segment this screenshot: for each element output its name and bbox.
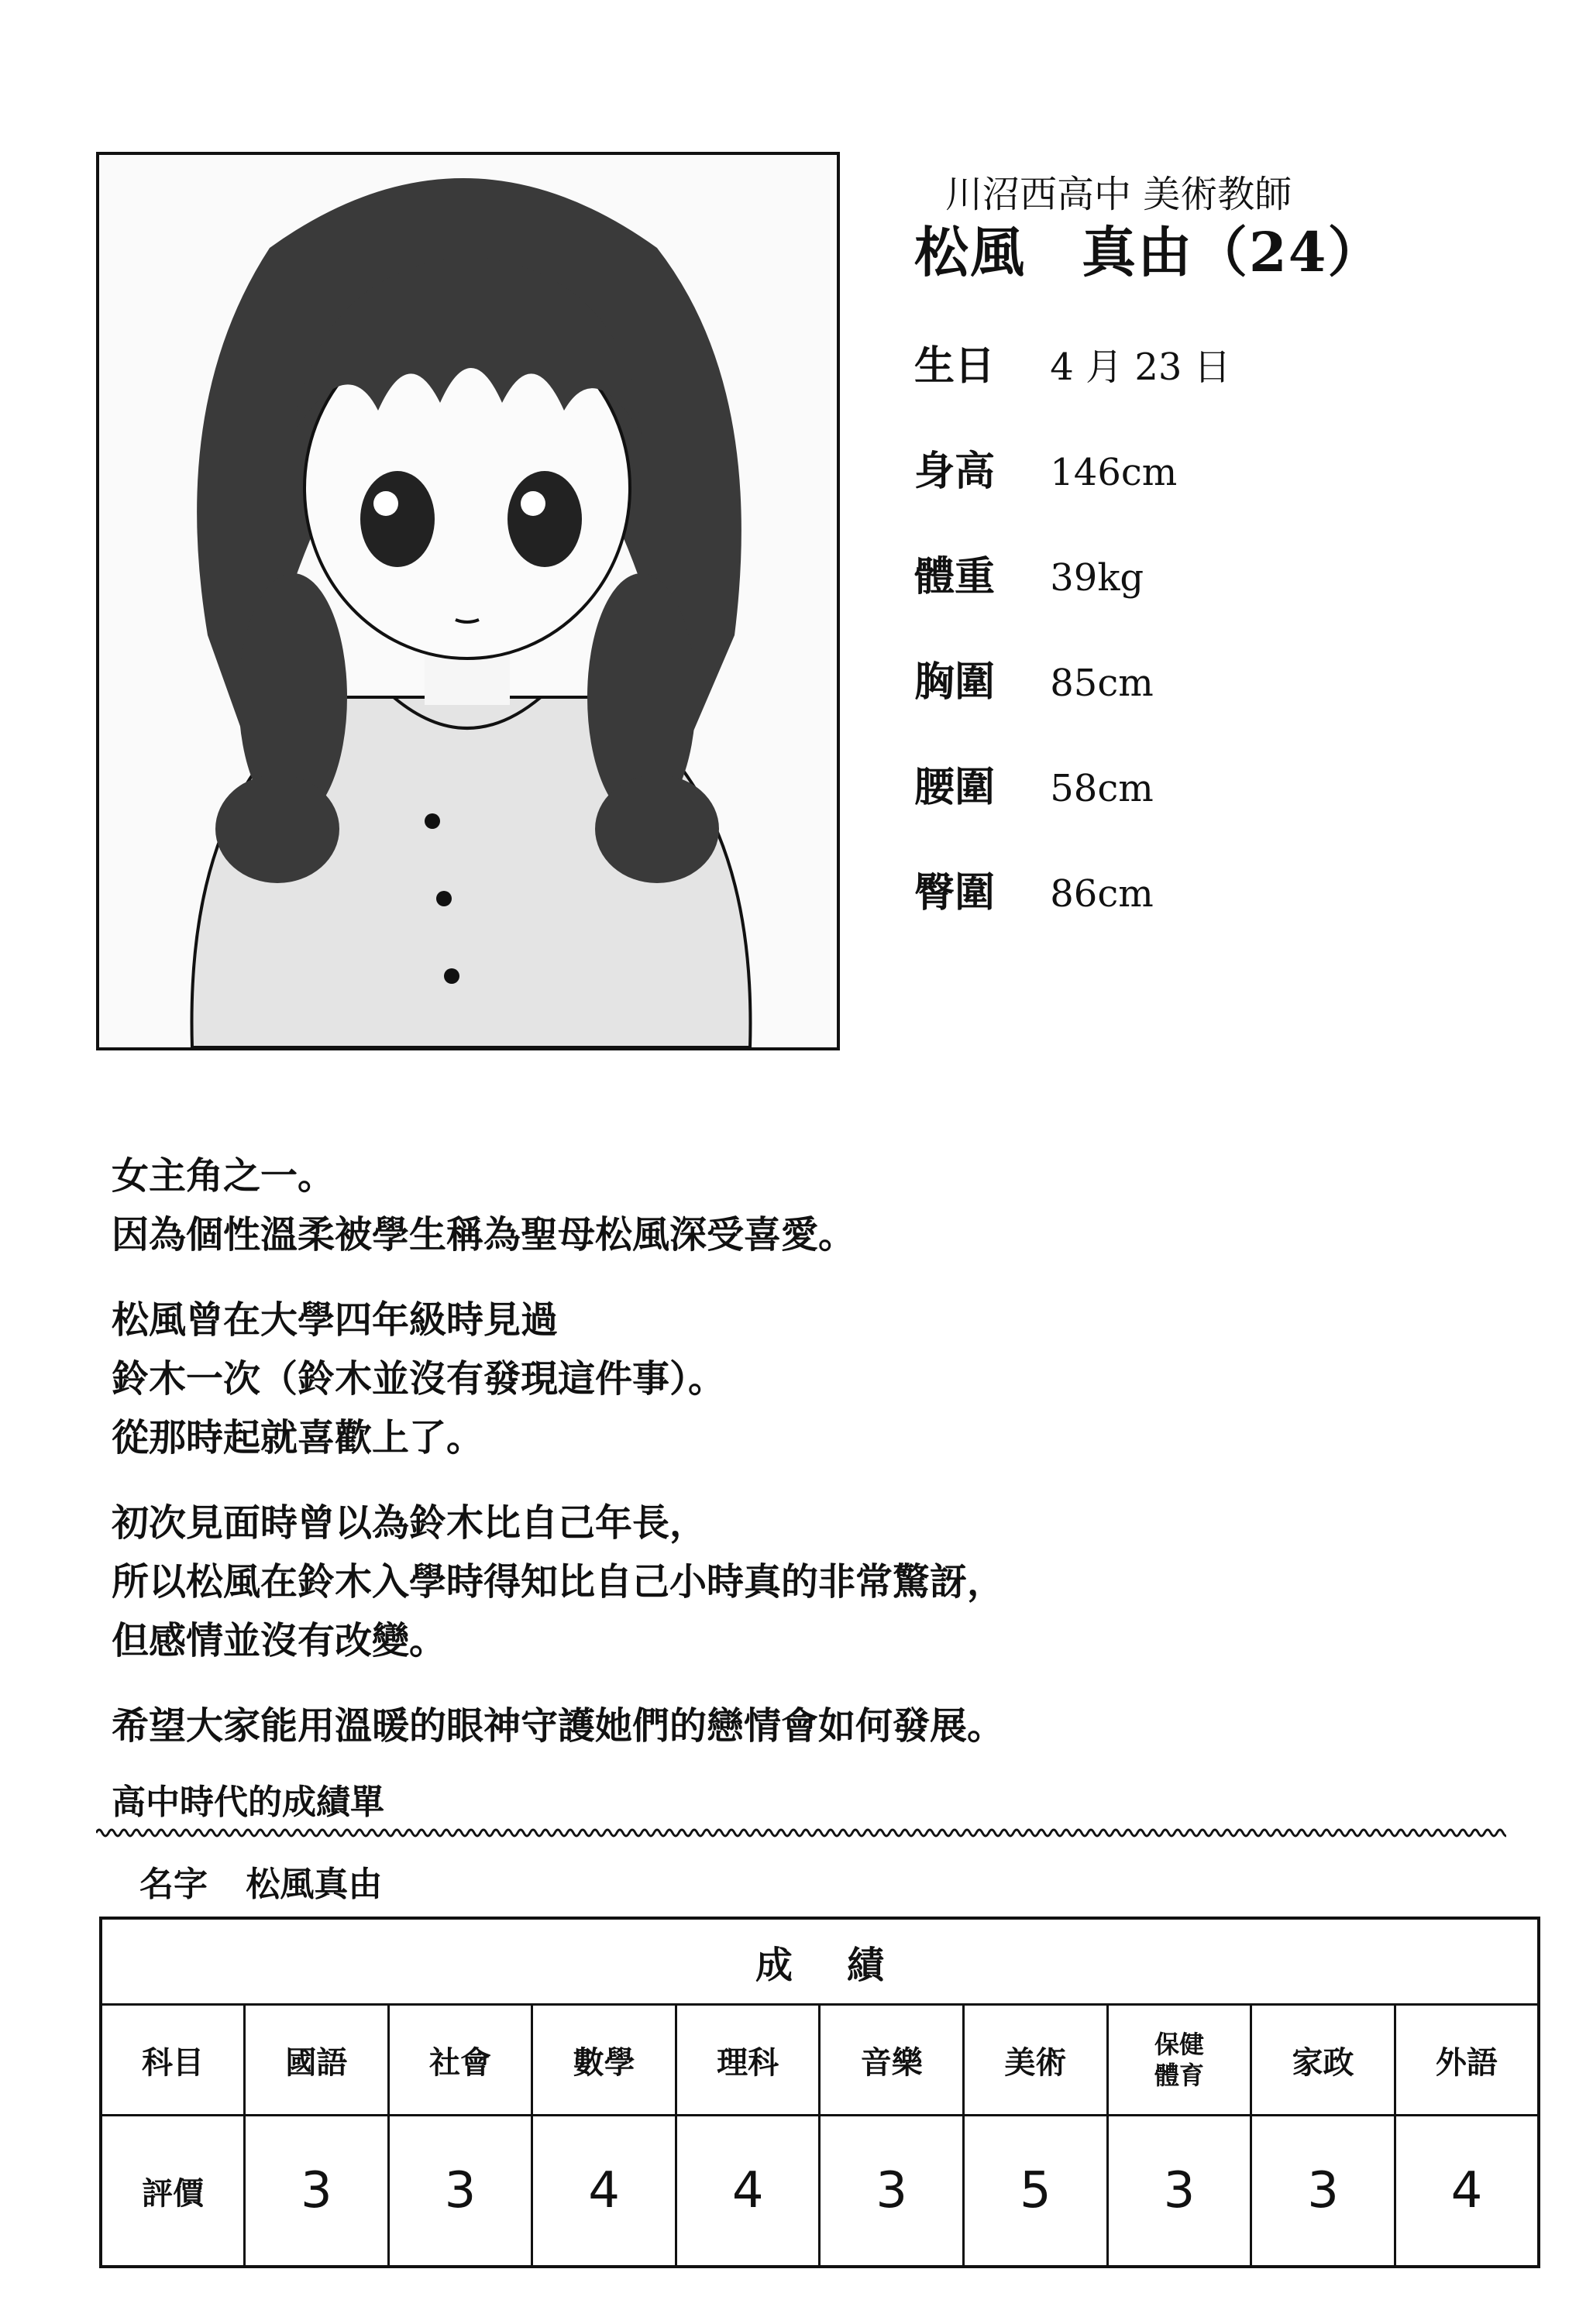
name-label: 名字 xyxy=(139,1865,208,1904)
grades-row xyxy=(101,2116,1539,2267)
subject-cell: 家政 xyxy=(1251,2005,1395,2116)
description-line: 從那時起就喜歡上了。 xyxy=(112,1416,484,1459)
subject-cell: 外語 xyxy=(1395,2005,1539,2116)
grade-cell: 3 xyxy=(1107,2116,1251,2267)
grade-cell: 3 xyxy=(1251,2116,1395,2267)
subject-cell: 保健 體育 xyxy=(1107,2005,1251,2116)
stat-hip xyxy=(914,860,1154,918)
stat-label: 胸圍 xyxy=(914,658,996,706)
stat-height xyxy=(914,438,1177,497)
description-line: 因為個性溫柔被學生稱為聖母松風深受喜愛。 xyxy=(112,1213,856,1257)
description-line: 初次見面時曾以為鈴木比自己年長， xyxy=(112,1501,707,1545)
grade-cell: 4 xyxy=(532,2116,676,2267)
description-line: 但感情並沒有改變。 xyxy=(112,1619,447,1662)
report-name-row xyxy=(139,1856,382,1906)
grade-cell: 3 xyxy=(388,2116,532,2267)
stat-value: 146cm xyxy=(1050,451,1178,494)
stat-label: 腰圍 xyxy=(914,764,996,811)
grade-cell: 3 xyxy=(245,2116,389,2267)
grade-row-label: 評價 xyxy=(101,2116,245,2267)
stat-waist xyxy=(914,755,1154,813)
grade-cell: 5 xyxy=(964,2116,1108,2267)
description-paragraph xyxy=(112,1494,1506,1670)
subject-cell: 美術 xyxy=(964,2005,1108,2116)
stat-weight xyxy=(914,544,1144,602)
stat-value: 85cm xyxy=(1050,662,1154,705)
subject-cell: 數學 xyxy=(532,2005,676,2116)
grades-table xyxy=(99,1917,1540,2268)
character-description xyxy=(112,1147,1506,1782)
subject-cell: 音樂 xyxy=(820,2005,964,2116)
description-line: 女主角之一。 xyxy=(112,1154,335,1198)
stat-label: 身高 xyxy=(914,448,996,495)
stat-value: 39kg xyxy=(1050,556,1144,600)
name-value: 松風真由 xyxy=(246,1865,383,1904)
description-line: 希望大家能用溫暖的眼神守護她們的戀情會如何發展。 xyxy=(112,1704,1005,1748)
grade-cell: 3 xyxy=(820,2116,964,2267)
grades-header: 成績 xyxy=(101,1918,1539,2005)
description-paragraph xyxy=(112,1697,1506,1755)
stat-value: 86cm xyxy=(1050,872,1154,916)
description-line: 所以松風在鈴木入學時得知比自己小時真的非常驚訝， xyxy=(112,1560,1005,1604)
description-line: 鈴木一次（鈴木並沒有發現這件事）。 xyxy=(112,1357,726,1401)
description-paragraph xyxy=(112,1291,1506,1467)
stat-label: 生日 xyxy=(914,342,996,390)
character-portrait xyxy=(99,155,837,1047)
subject-cell: 理科 xyxy=(676,2005,820,2116)
stat-label: 體重 xyxy=(914,553,996,600)
grade-cell: 4 xyxy=(1395,2116,1539,2267)
subject-cell: 社會 xyxy=(388,2005,532,2116)
description-paragraph xyxy=(112,1147,1506,1264)
description-line: 松風曾在大學四年級時見過 xyxy=(112,1298,559,1342)
subjects-row xyxy=(101,2005,1539,2116)
stat-value: 58cm xyxy=(1050,767,1154,810)
character-name: 松風 真由（24） xyxy=(914,220,1384,284)
school-role: 川沼西高中 美術教師 xyxy=(945,173,1292,216)
wavy-divider xyxy=(96,1825,1506,1841)
stat-value: 4 月 23 日 xyxy=(1050,346,1231,389)
subject-row-label: 科目 xyxy=(101,2005,245,2116)
stat-bust xyxy=(914,649,1154,707)
stat-birthday xyxy=(914,333,1231,391)
grade-cell: 4 xyxy=(676,2116,820,2267)
report-card-title: 高中時代的成績單 xyxy=(112,1783,384,1822)
subject-cell: 國語 xyxy=(245,2005,389,2116)
stat-label: 臀圍 xyxy=(914,869,996,916)
portrait-frame xyxy=(96,152,840,1050)
